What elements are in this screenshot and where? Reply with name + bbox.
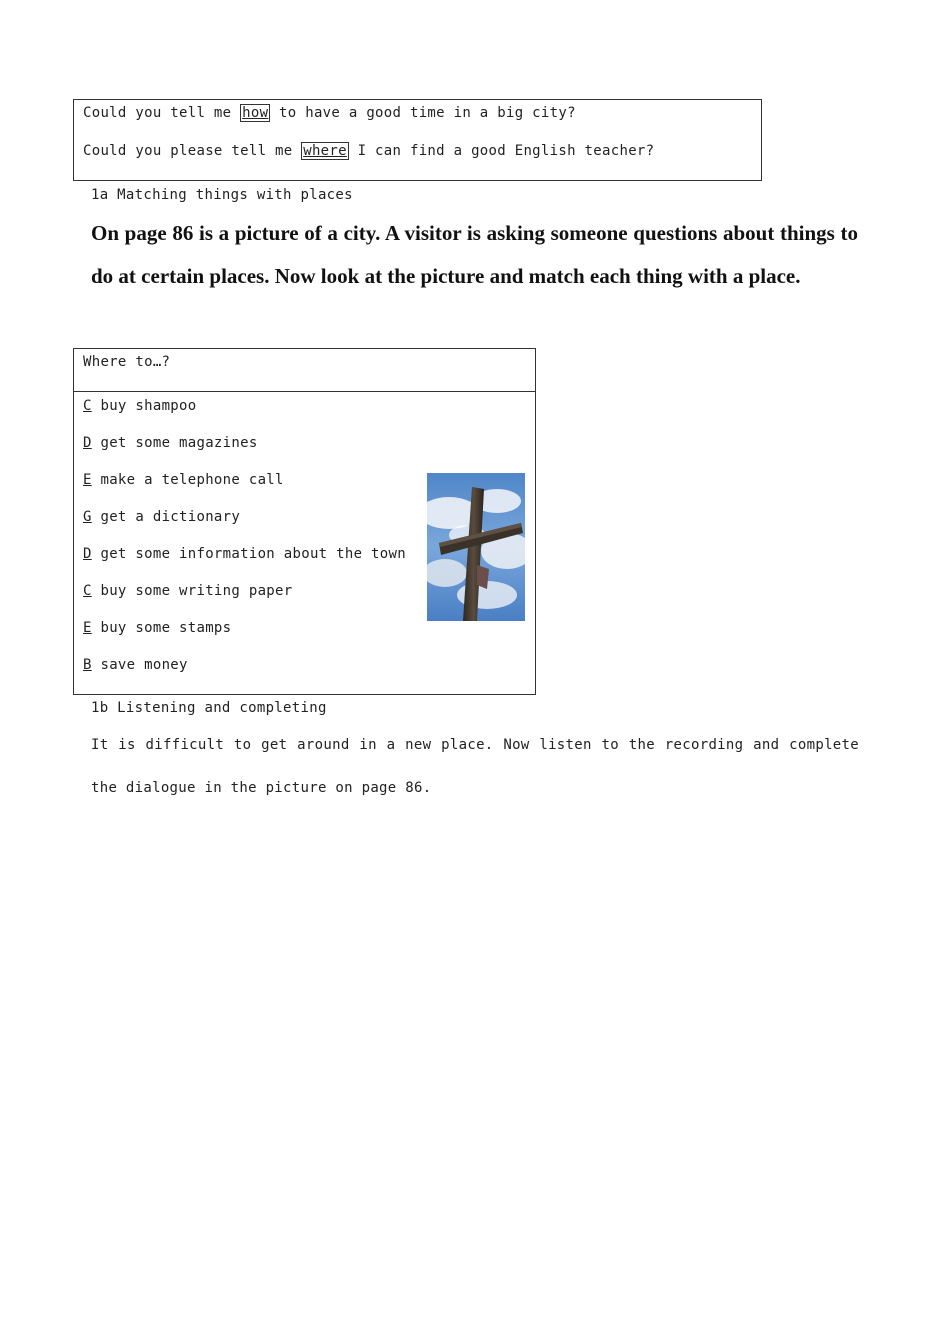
matching-table	[73, 348, 536, 695]
signpost-photo	[427, 473, 525, 621]
answer-letter: B	[83, 657, 92, 673]
keyword-how: how	[242, 105, 269, 121]
answer-letter: C	[83, 398, 92, 414]
section-1a-instruction: On page 86 is a picture of a city. A visitor is asking someone questions about things to do at certain places. Now look at the picture and match each thing with a place.	[91, 221, 858, 288]
list-item: G get a dictionary	[83, 509, 241, 525]
example-sentences-box	[73, 99, 762, 181]
list-item: D get some magazines	[83, 435, 258, 451]
matching-table-header: Where to…?	[83, 354, 171, 370]
list-item: B save money	[83, 657, 188, 673]
list-item: C buy some writing paper	[83, 583, 293, 599]
list-item: E buy some stamps	[83, 620, 232, 636]
example-sentence-2: Could you please tell me where I can find a good English teacher?	[83, 143, 655, 159]
section-1b-paragraph: It is difficult to get around in a new place. Now listen to the recording and complete the dialogue in the picture on page 86.	[91, 737, 859, 796]
answer-letter: D	[83, 546, 92, 562]
matching-table-header-row	[74, 349, 535, 392]
answer-letter: G	[83, 509, 92, 525]
answer-letter: C	[83, 583, 92, 599]
list-item: D get some information about the town	[83, 546, 406, 562]
answer-letter: E	[83, 472, 92, 488]
section-1a-heading: 1a Matching things with places	[91, 187, 353, 203]
answer-letter: D	[83, 435, 92, 451]
section-1b-heading: 1b Listening and completing	[91, 700, 327, 716]
answer-letter: E	[83, 620, 92, 636]
keyword-where: where	[303, 143, 347, 159]
list-item: C buy shampoo	[83, 398, 197, 414]
list-item: E make a telephone call	[83, 472, 284, 488]
example-sentence-1: Could you tell me how to have a good time in a big city?	[83, 105, 576, 121]
